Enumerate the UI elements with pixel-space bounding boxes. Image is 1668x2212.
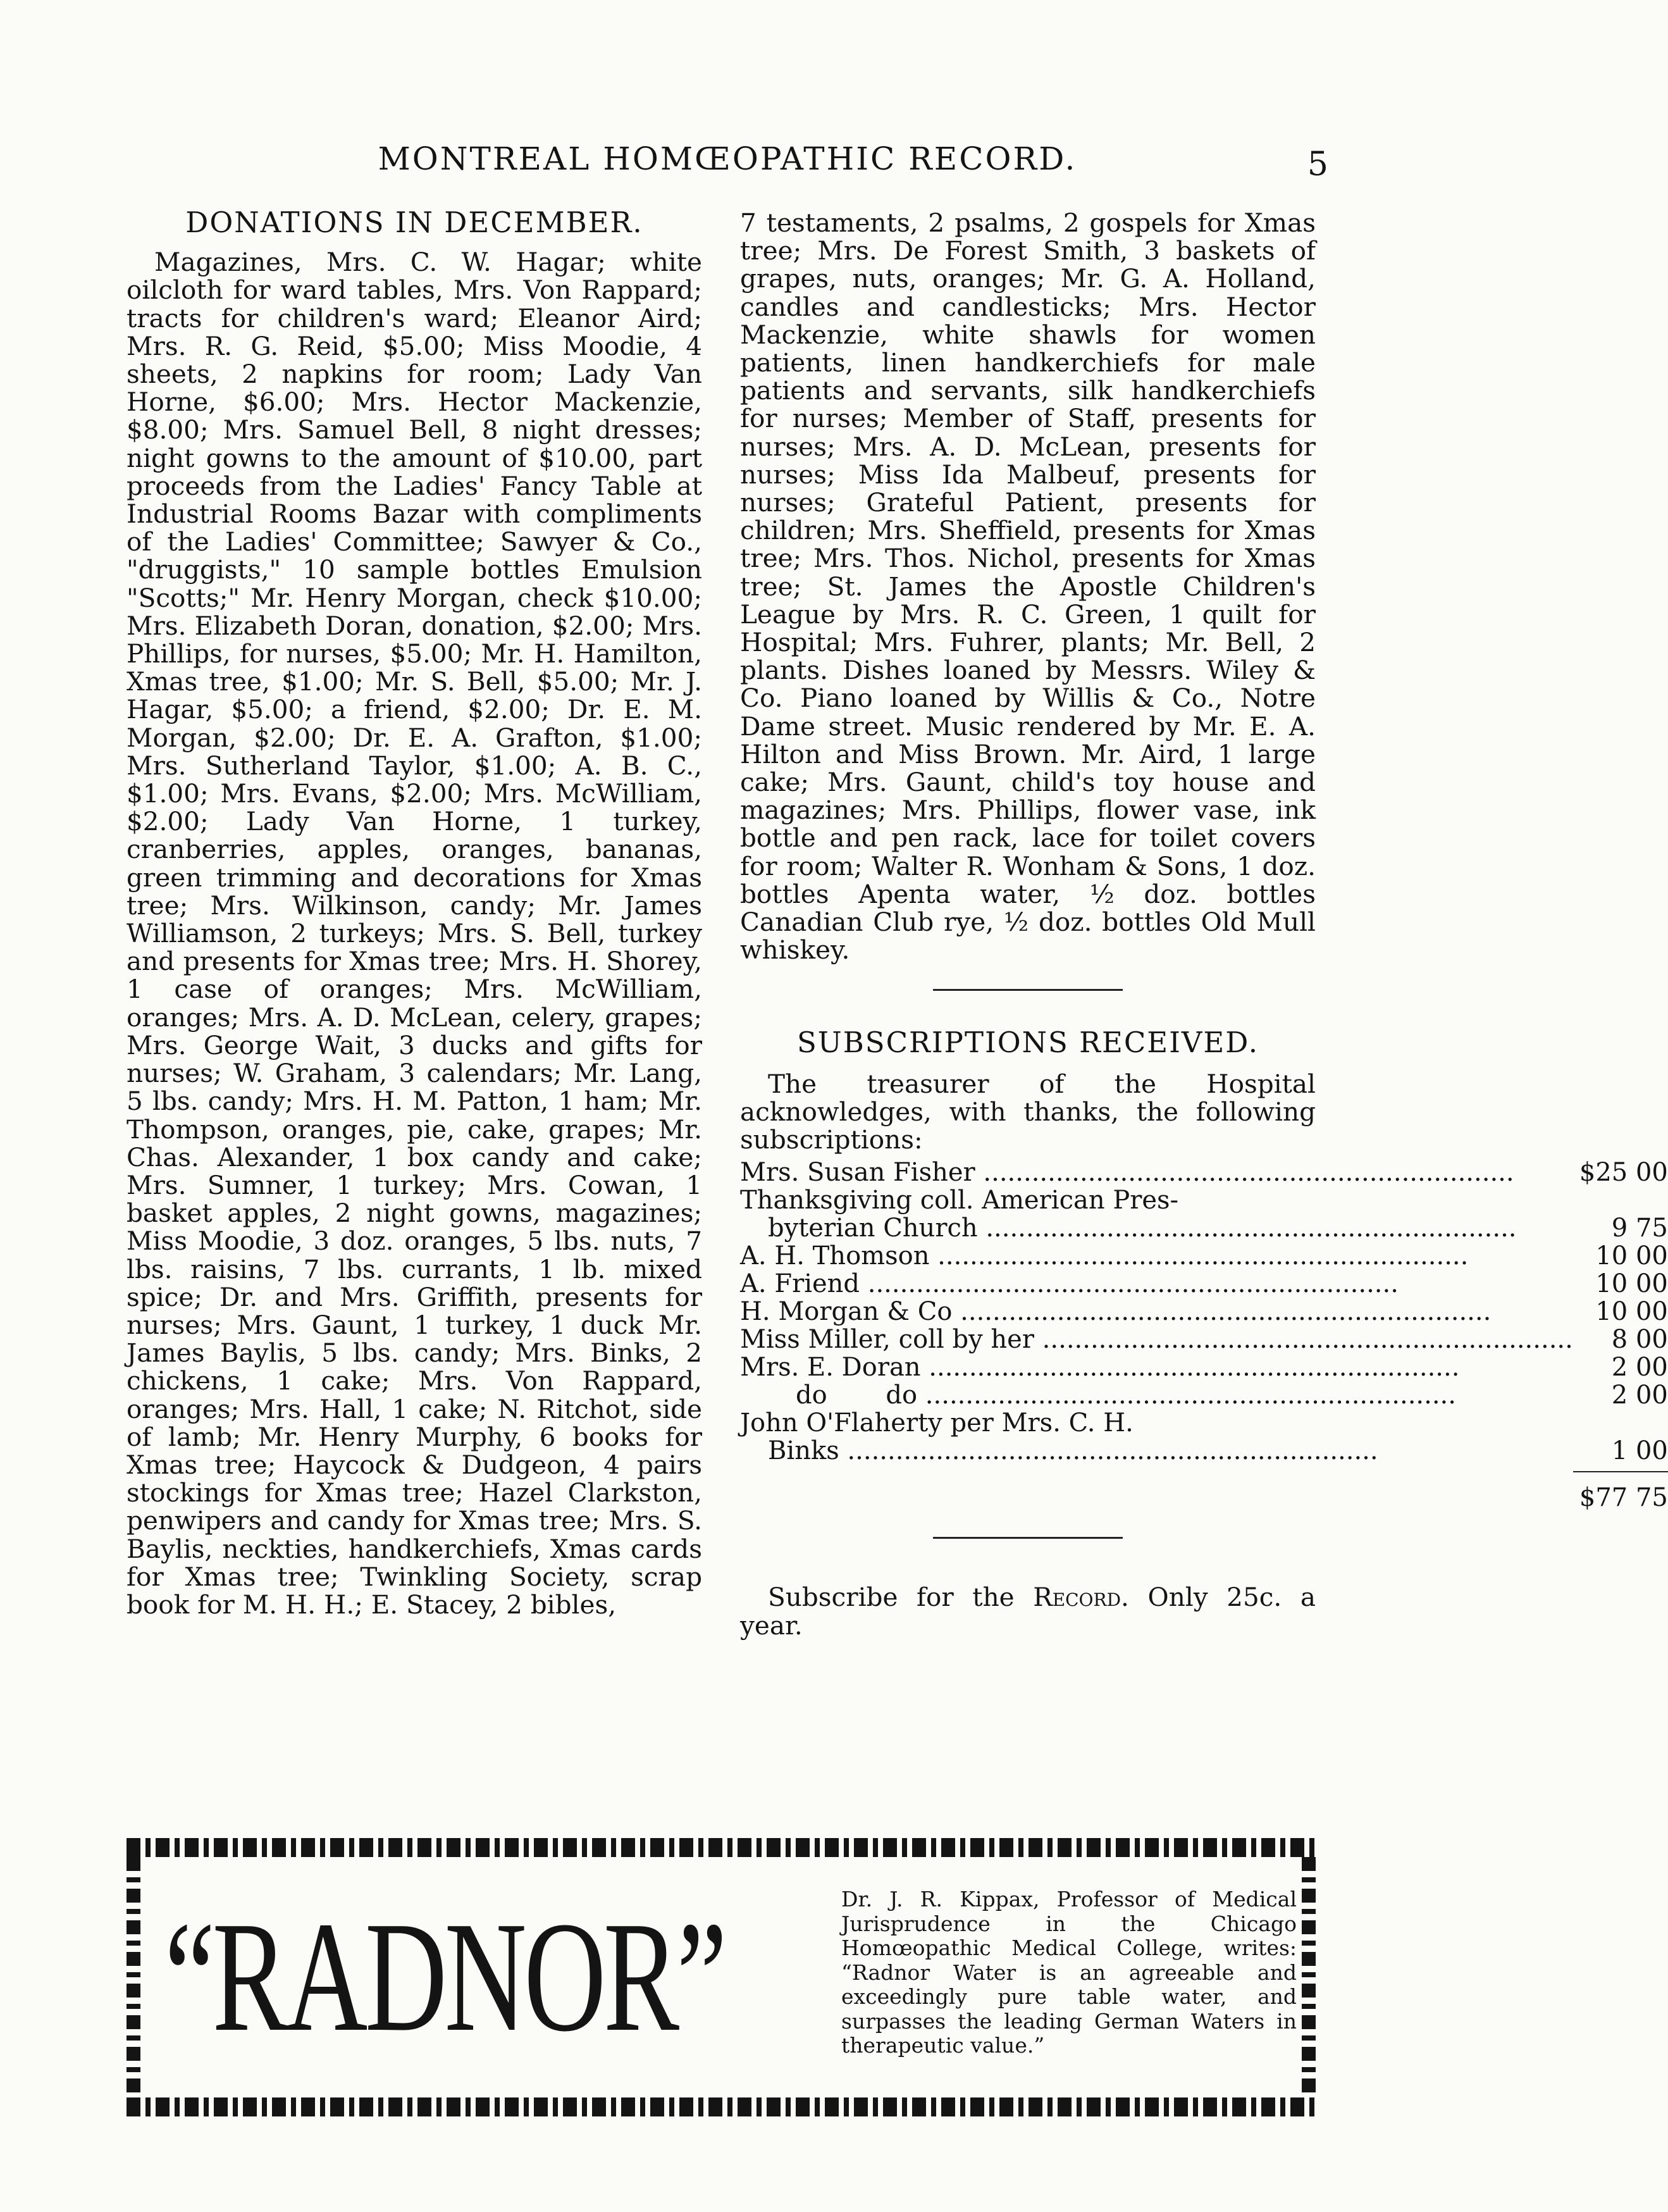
table-row xyxy=(740,1186,1668,1214)
subscriber-name: Miss Miller, coll by her xyxy=(740,1325,1034,1355)
subscriber-name: Mrs. Susan Fisher xyxy=(740,1158,975,1188)
ornamental-border-left xyxy=(127,1857,140,2097)
subscriber-name: Mrs. E. Doran xyxy=(740,1353,921,1382)
table-row xyxy=(740,1159,1668,1186)
subscription-amount: $25 00 xyxy=(1579,1158,1668,1188)
table-row xyxy=(740,1214,1668,1242)
subscription-amount: 10 00 xyxy=(1595,1297,1668,1327)
subscriptions-intro: The treasurer of the Hospital acknowledges, with thanks, the following subscriptions: xyxy=(740,1068,1316,1155)
subscription-amount: 10 00 xyxy=(1595,1241,1668,1271)
table-row xyxy=(740,1409,1668,1437)
subscriber-name: A. H. Thomson xyxy=(740,1241,930,1271)
ornamental-border-right xyxy=(1302,1857,1316,2097)
page-number: 5 xyxy=(1307,146,1328,183)
table-row xyxy=(740,1326,1668,1353)
right-column xyxy=(740,208,1668,1641)
subscriptions-table xyxy=(740,1159,1668,1512)
subscription-amount: 9 75 xyxy=(1611,1214,1668,1243)
publication-title: MONTREAL HOMŒOPATHIC RECORD. xyxy=(378,140,1077,177)
left-column xyxy=(127,206,702,1620)
table-row xyxy=(740,1353,1668,1381)
table-row xyxy=(740,1437,1668,1465)
total-row xyxy=(740,1472,1668,1512)
subscriber-name-line2: byterian Church xyxy=(768,1214,978,1243)
section-divider xyxy=(933,989,1123,991)
subscription-amount: 2 00 xyxy=(1611,1353,1668,1382)
ornamental-border-bottom xyxy=(127,2097,1316,2116)
section-divider xyxy=(933,1537,1123,1539)
radnor-advertisement xyxy=(127,1838,1316,2116)
table-row xyxy=(740,1270,1668,1298)
subscriber-name: H. Morgan & Co xyxy=(740,1297,953,1327)
donations-text-left: Magazines, Mrs. C. W. Hagar; white oilcloth for ward tables, Mrs. Von Rappard; tracts for children's ward; Eleanor Aird; Mrs. R. G. Reid, $5.00; Miss Moodie, 4 sheets, 2 napkins for room; Lady Van Horne, $6.00; Mrs. Hector Mackenzie, $8.00; Mrs. Samuel Bell, 8 night dresses; night gowns to the amount of $10.00, part proceeds from the Ladies' Fancy Table at Industrial Rooms Bazar with compliments of the Ladies' Committee; Sawyer & Co., "druggists," 10 sample bottles Emulsion "Scotts;" Mr. Henry Morgan, check $10.00; Mrs. Elizabeth Doran, donation, $2.00; Mrs. Phillips, for nurses, $5.00; Mr. H. Hamilton, Xmas tree, $1.00; Mr. S. Bell, $5.00; Mr. J. Hagar, $5.00; a friend, $2.00; Dr. E. M. Morgan, $2.00; Dr. E. A. Grafton, $1.00; Mrs. Sutherland Taylor, $1.00; A. B. C., $1.00; Mrs. Evans, $2.00; Mrs. McWilliam, $2.00; Lady Van Horne, 1 turkey, cranberries, apples, oranges, bananas, green trimming and decorations for Xmas tree; Mrs. Wilkinson, candy; Mr. James Williamson, 2 turkeys; Mrs. S. Bell, turkey and presents for Xmas tree; Mrs. H. Shorey, 1 case of oranges; Mrs. McWilliam, oranges; Mrs. A. D. McLean, celery, grapes; Mrs. George Wait, 3 ducks and gifts for nurses; W. Graham, 3 calendars; Mr. Lang, 5 lbs. candy; Mrs. H. M. Patton, 1 ham; Mr. Thompson, oranges, pie, cake, grapes; Mr. Chas. Alexander, 1 box candy and cake; Mrs. Sumner, 1 turkey; Mrs. Cowan, 1 basket apples, 2 night gowns, magazines; Miss Moodie, 3 doz. oranges, 5 lbs. nuts, 7 lbs. raisins, 7 lbs. currants, 1 lb. mixed spice; Dr. and Mrs. Griffith, presents for nurses; Mrs. Gaunt, 1 turkey, 1 duck Mr. James Baylis, 5 lbs. candy; Mrs. Binks, 2 chickens, 1 cake; Mrs. Von Rappard, oranges; Mrs. Hall, 1 cake; N. Ritchot, side of lamb; Mr. Henry Murphy, 6 books for Xmas tree; Haycock & Dudgeon, 4 pairs stockings for Xmas tree; Hazel Clarkston, penwipers and candy for Xmas tree; Mrs. S. Baylis, neckties, handkerchiefs, Xmas cards for Xmas tree; Twinkling Society, scrap book for M. H. H.; E. Stacey, 2 bibles, xyxy=(127,247,702,1620)
table-row xyxy=(740,1465,1668,1472)
table-row xyxy=(740,1381,1668,1409)
page-header xyxy=(127,140,1328,185)
table-row xyxy=(740,1298,1668,1326)
subscribe-notice: Subscribe for the Record. Only 25c. a year. xyxy=(740,1582,1316,1641)
subscription-amount: 1 00 xyxy=(1611,1436,1668,1466)
subscriptions-total: $77 75 xyxy=(1579,1483,1668,1513)
subscriber-name-line1: John O'Flaherty per Mrs. C. H. xyxy=(740,1408,1134,1438)
table-row xyxy=(740,1242,1668,1270)
subscription-amount: 2 00 xyxy=(1611,1381,1668,1410)
ornamental-border-top xyxy=(127,1838,1316,1857)
subscription-amount: 10 00 xyxy=(1595,1269,1668,1299)
subscriber-name: do do xyxy=(796,1381,918,1410)
subscriber-name: A. Friend xyxy=(740,1269,860,1299)
donations-text-right: 7 testaments, 2 psalms, 2 gospels for Xmas tree; Mrs. De Forest Smith, 3 baskets of grapes, nuts, oranges; Mr. G. A. Holland, candles and candlesticks; Mrs. Hector Mackenzie, white shawls for women patients, linen handkerchiefs for male patients and servants, silk handkerchiefs for nurses; Member of Staff, presents for nurses; Mrs. A. D. McLean, presents for nurses; Miss Ida Malbeuf, presents for nurses; Grateful Patient, presents for children; Mrs. Sheffield, presents for Xmas tree; Mrs. Thos. Nichol, presents for Xmas tree; St. James the Apostle Children's League by Mrs. R. C. Green, 1 quilt for Hospital; Mrs. Fuhrer, plants; Mr. Bell, 2 plants. Dishes loaned by Messrs. Wiley & Co. Piano loaned by Willis & Co., Notre Dame street. Music rendered by Mr. E. A. Hilton and Miss Brown. Mr. Aird, 1 large cake; Mrs. Gaunt, child's toy house and magazines; Mrs. Phillips, flower vase, ink bottle and pen rack, lace for toilet covers for room; Walter R. Wonham & Sons, 1 doz. bottles Apenta water, ½ doz. bottles Canadian Club rye, ½ doz. bottles Old Mull whiskey. xyxy=(740,208,1316,966)
subscription-amount: 8 00 xyxy=(1611,1325,1668,1355)
subscriber-name-line1: Thanksgiving coll. American Pres- xyxy=(740,1186,1179,1215)
subscriptions-heading: SUBSCRIPTIONS RECEIVED. xyxy=(796,1026,1259,1060)
radnor-brand-name: “RADNOR” xyxy=(164,1889,725,2065)
donations-heading: DONATIONS IN DECEMBER. xyxy=(185,206,643,239)
advert-testimonial: Dr. J. R. Kippax, Professor of Medical Jurisprudence in the Chicago Homœopathic Medical College, writes: “Radnor Water is an agreeable and exceedingly pure table water, and surpasses the leading German Waters in therapeutic value.” xyxy=(841,1887,1297,2058)
subscriber-name-line2: Binks xyxy=(768,1436,839,1466)
